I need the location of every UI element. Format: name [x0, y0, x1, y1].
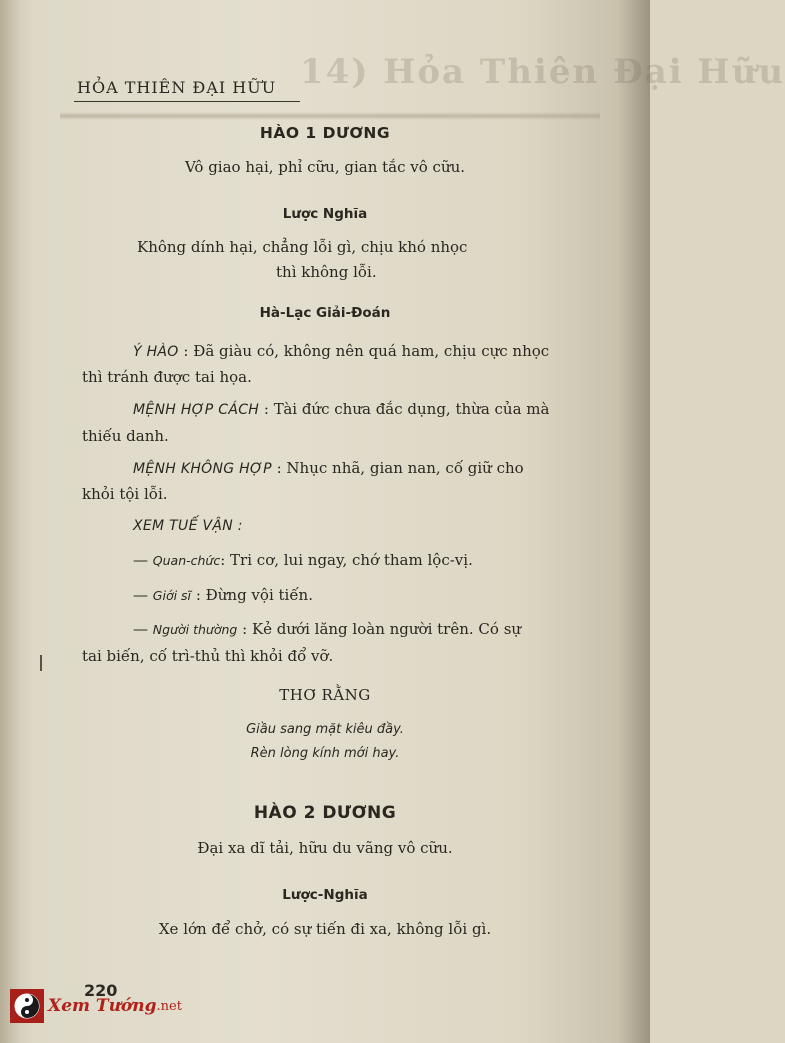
fortune-gioi-si [133, 586, 313, 604]
fortune-quan-chuc [133, 551, 473, 569]
poem-line1: Giầu sang mặt kiêu đầy. [246, 722, 404, 737]
fortune-label: Người thường [152, 622, 238, 637]
watermark [10, 989, 182, 1023]
fortune-dash: — [133, 586, 148, 604]
poem-heading: THƠ RẰNG [279, 686, 371, 704]
y-hao-text: : Đã giàu có, không nên quá ham, chịu cực nhọc [183, 342, 550, 360]
bleed-through-text: 14) Hỏa Thiên Đại Hữu [300, 52, 785, 92]
fortune-text: : Tri cơ, lui ngay, chớ tham lộc-vị. [220, 551, 473, 569]
menh-khong-line2: khỏi tội lỗi. [82, 485, 168, 503]
hao1-divination-heading: Hà-Lạc Giải-Đoán [259, 305, 391, 321]
fortune-text: : Đừng vội tiến. [195, 586, 313, 604]
menh-hop-label: MỆNH HỢP CÁCH [133, 402, 260, 418]
running-head: HỎA THIÊN ĐẠI HỮU [77, 78, 277, 97]
menh-hop-line1 [133, 400, 549, 418]
menh-hop-text: : Tài đức chưa đắc dụng, thừa của mà [263, 400, 550, 418]
y-hao-line2: thì tránh được tai họa. [82, 368, 252, 386]
hao1-verse: Vô giao hại, phỉ cữu, gian tắc vô cữu. [184, 158, 466, 176]
menh-khong-label: MỆNH KHÔNG HỢP [133, 461, 272, 477]
paper-fold [60, 112, 600, 120]
hao1-summary-line1: Không dính hại, chẳng lỗi gì, chịu khó nhọc [137, 238, 468, 256]
hao1-summary-heading: Lược Nghĩa [282, 206, 368, 222]
fortune-continuation: tai biến, cố trì-thủ thì khỏi đổ vỡ. [82, 647, 334, 665]
watermark-brand: Xem Tướng [48, 996, 157, 1016]
yin-yang-icon [10, 989, 44, 1023]
fortune-dash: — [133, 551, 148, 569]
fortune-label: Giới sĩ [152, 588, 192, 603]
hao2-title: HÀO 2 DƯƠNG [253, 803, 397, 823]
poem-line2: Rèn lòng kính mới hay. [250, 746, 400, 761]
running-head-rule [74, 101, 300, 102]
menh-khong-line1 [133, 459, 524, 477]
margin-mark [40, 655, 42, 671]
hao2-summary-heading: Lược-Nghĩa [282, 887, 368, 903]
hao2-summary-line1: Xe lớn để chở, có sự tiến đi xa, không lỗi gì. [158, 920, 492, 938]
fortune-dash: — [133, 620, 148, 638]
fortune-nguoi-thuong [133, 620, 521, 638]
y-hao-line1 [133, 342, 549, 360]
page-number: 220 [84, 981, 118, 1000]
menh-hop-line2: thiếu danh. [82, 427, 169, 445]
y-hao-label: Ý HÀO [133, 344, 179, 360]
hao2-verse: Đại xa dĩ tải, hữu du vãng vô cữu. [197, 839, 453, 857]
menh-khong-text: : Nhục nhã, gian nan, cố giữ cho [276, 459, 524, 477]
fortune-label: Quan-chức [152, 553, 221, 568]
hao1-summary-line2: thì không lỗi. [276, 263, 377, 281]
xem-tue-van: XEM TUẾ VẬN : [133, 518, 243, 534]
fortune-text: : Kẻ dưới lăng loàn người trên. Có sự [242, 620, 522, 638]
hao1-title: HÀO 1 DƯƠNG [259, 124, 391, 142]
watermark-suffix: .net [156, 998, 182, 1014]
